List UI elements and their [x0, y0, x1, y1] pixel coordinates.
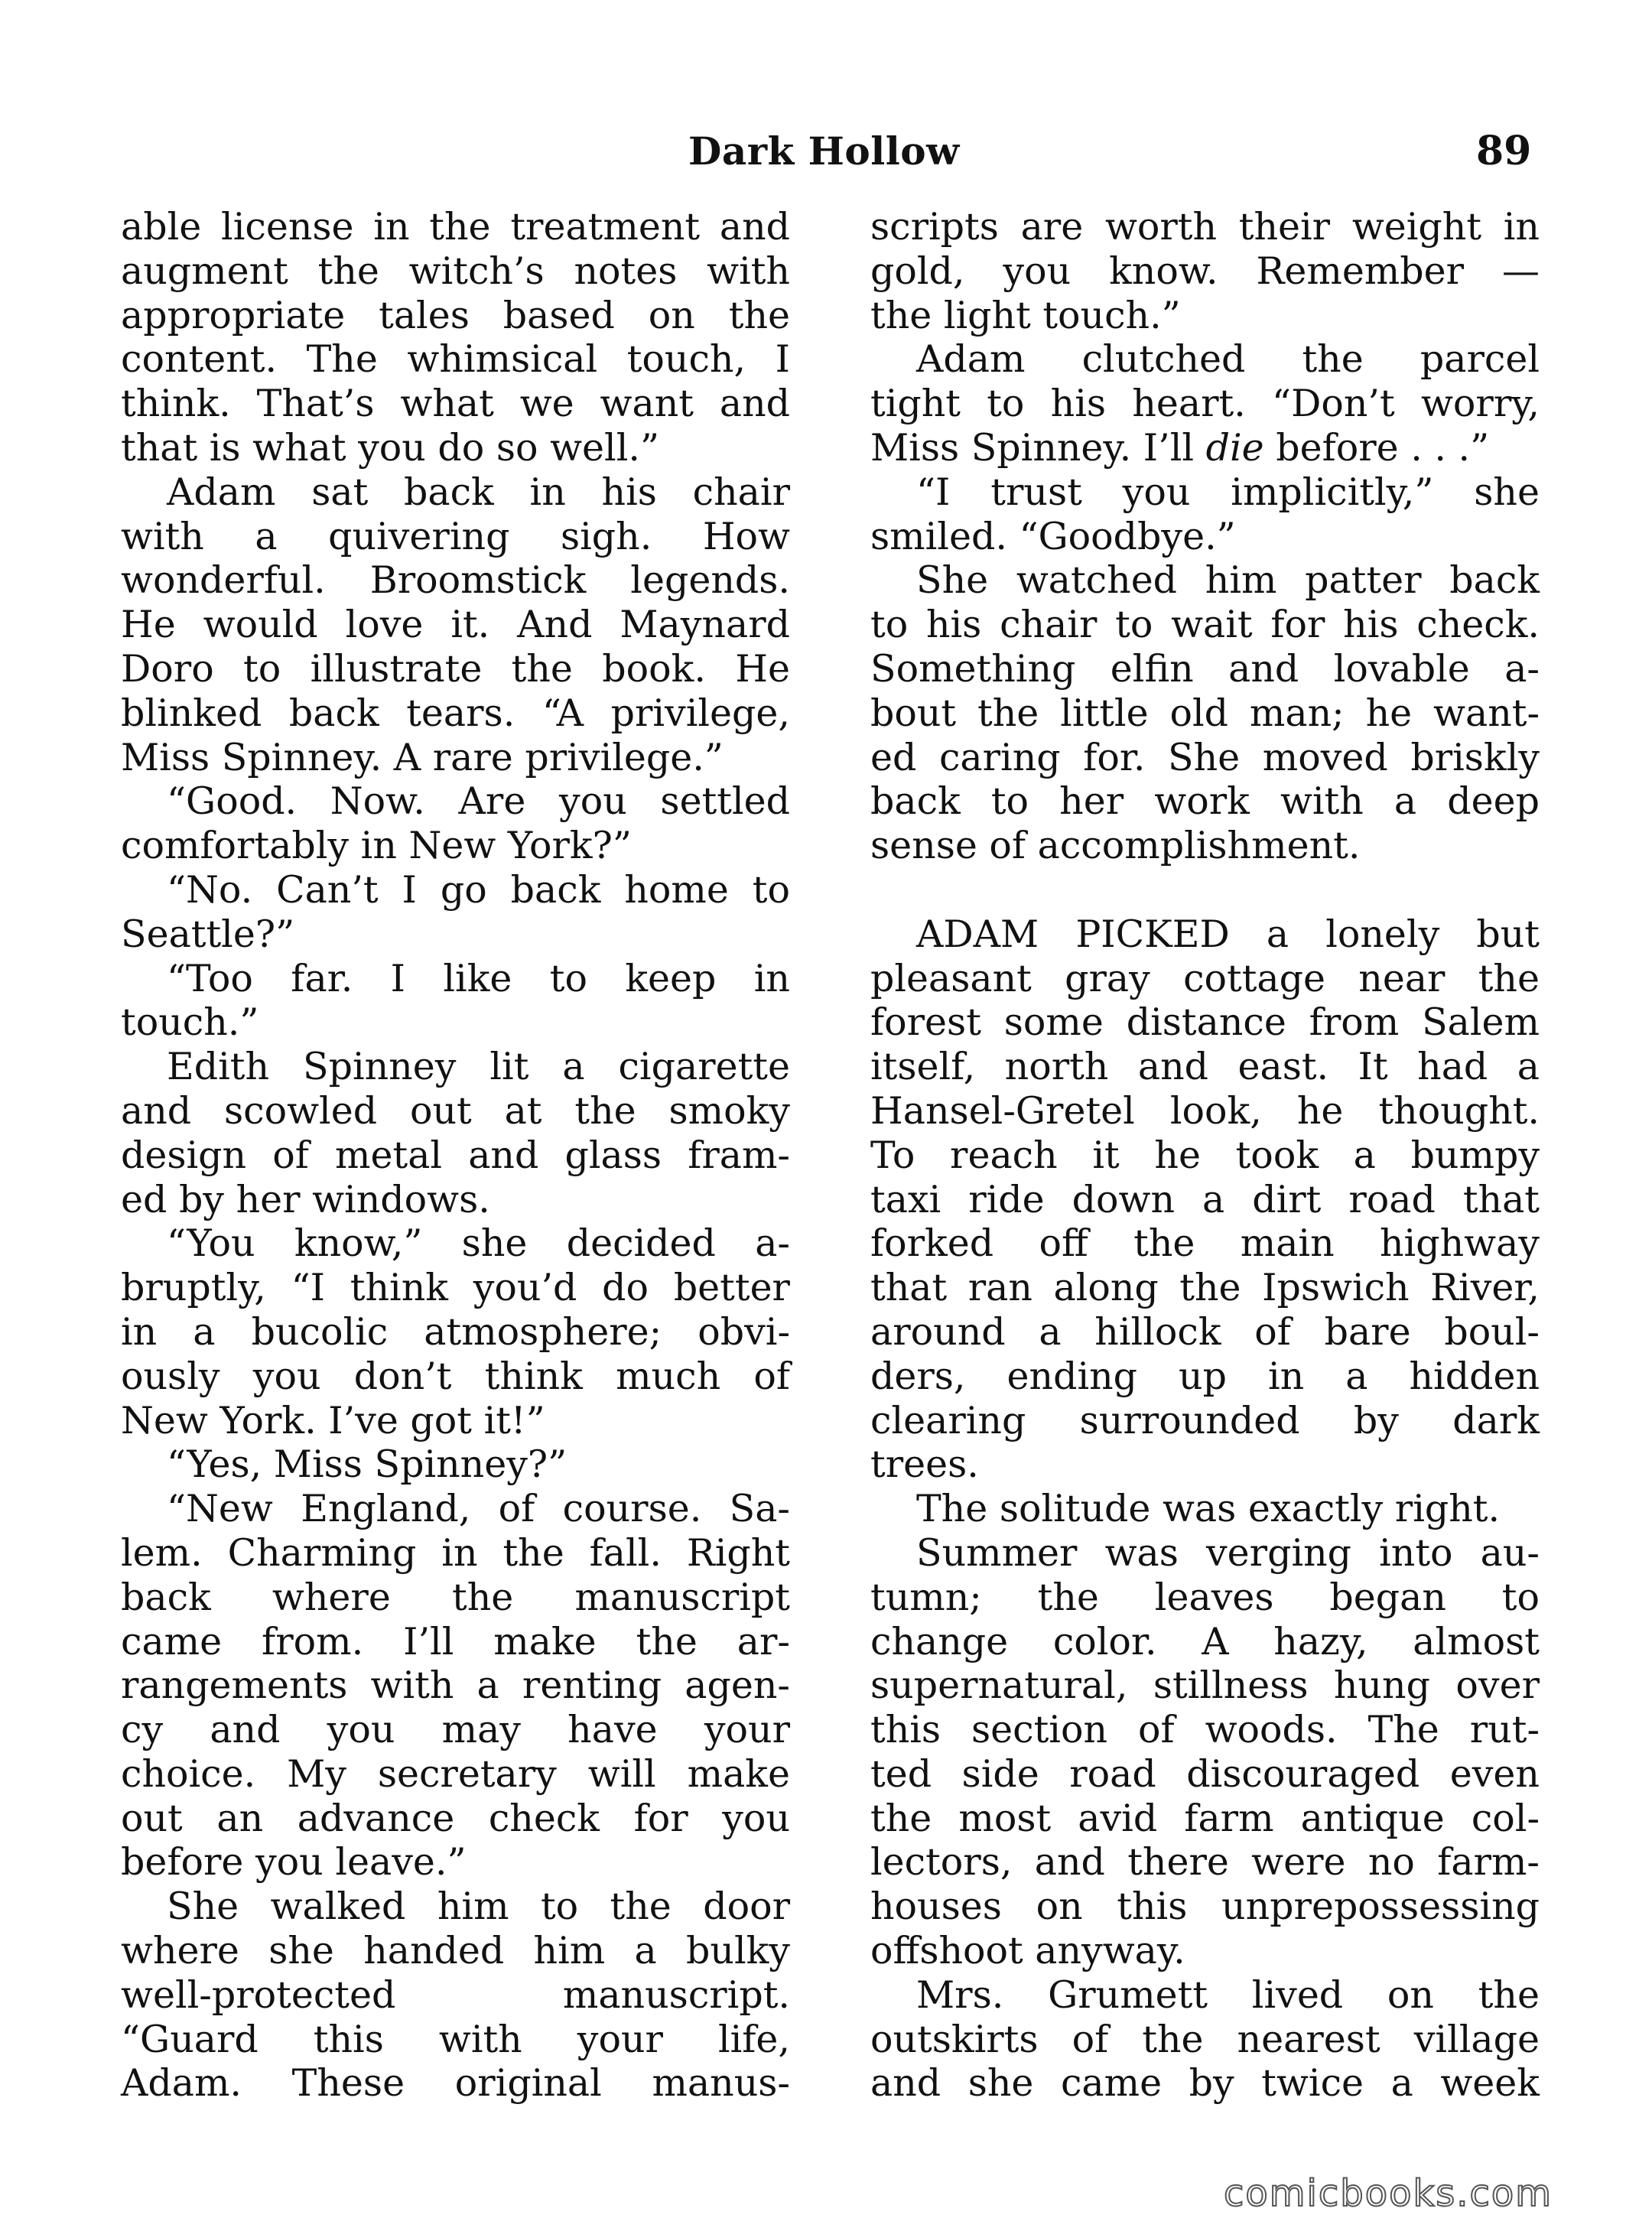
text-line: She walked him to the door: [167, 1885, 790, 1929]
text-line: wonderful. Broomstick legends.: [121, 558, 790, 603]
right-column: [870, 205, 1540, 2106]
text-line: “Yes, Miss Spinney?”: [167, 1442, 567, 1487]
text-line: ders, ending up in a hidden: [870, 1354, 1540, 1398]
text-line: appropriate tales based on the: [121, 293, 790, 337]
text-line: ed caring for. She moved briskly: [870, 735, 1540, 779]
text-line: houses on this unprepossessing: [870, 1885, 1540, 1929]
text-line: Adam sat back in his chair: [167, 470, 790, 514]
text-line: content. The whimsical touch, I: [121, 337, 790, 382]
text-line: out an advance check for you: [121, 1796, 790, 1840]
text-line: this section of woods. The rut-: [870, 1708, 1540, 1752]
text-line: bruptly, “I think you’d do better: [121, 1266, 790, 1310]
text-line: “I trust you implicitly,” she: [916, 470, 1540, 514]
text-line: that is what you do so well.”: [121, 425, 659, 470]
text-line: “New England, of course. Sa-: [167, 1487, 790, 1531]
text-line: ed by her windows.: [121, 1177, 490, 1221]
text-line: Adam clutched the parcel: [916, 337, 1540, 382]
text-line: To reach it he took a bumpy: [870, 1133, 1540, 1177]
text-line: offshoot anyway.: [870, 1929, 1185, 1973]
text-line: around a hillock of bare boul-: [870, 1309, 1540, 1354]
text-line: bout the little old man; he want-: [870, 691, 1540, 735]
running-title: Dark Hollow: [688, 128, 960, 174]
text-line: Edith Spinney lit a cigarette: [167, 1045, 790, 1089]
text-line: supernatural, stillness hung over: [870, 1664, 1540, 1708]
text-line: clearing surrounded by dark: [870, 1398, 1540, 1442]
text-line: well-protected manuscript.: [121, 1972, 790, 2017]
watermark: comicbooks.com: [1224, 2172, 1553, 2215]
text-line: Adam. These original manus-: [121, 2061, 790, 2106]
running-head: [0, 128, 1652, 182]
text-line: The solitude was exactly right.: [916, 1487, 1501, 1531]
text-line: “No. Can’t I go back home to: [167, 867, 790, 912]
text-line: ADAM PICKED a lonely but: [916, 912, 1540, 956]
text-line: tight to his heart. “Don’t worry,: [870, 382, 1540, 426]
text-line: outskirts of the nearest village: [870, 2017, 1540, 2061]
text-line: “Good. Now. Are you settled: [167, 779, 790, 824]
text-line: able license in the treatment and: [121, 205, 790, 249]
italic-word: die: [1205, 425, 1264, 470]
text-line-with-italic: [870, 426, 1540, 470]
text-line: forest some distance from Salem: [870, 1000, 1540, 1045]
text-line: to his chair to wait for his check.: [870, 603, 1540, 647]
text-segment: Miss Spinney. I’ll: [870, 425, 1195, 470]
text-line: the light touch.”: [870, 293, 1181, 337]
text-line: lectors, and there were no farm-: [870, 1840, 1540, 1885]
text-line: back to her work with a deep: [870, 779, 1540, 824]
left-column: [121, 205, 790, 2106]
text-segment: before . . .”: [1276, 425, 1490, 470]
text-line: gold, you know. Remember —: [870, 249, 1540, 293]
text-line: sense of accomplishment.: [870, 824, 1361, 868]
text-line: touch.”: [121, 1000, 259, 1045]
text-line: pleasant gray cottage near the: [870, 956, 1540, 1000]
text-line: in a bucolic atmosphere; obvi-: [121, 1309, 790, 1354]
text-line: Doro to illustrate the book. He: [121, 646, 790, 691]
text-line: smiled. “Goodbye.”: [870, 514, 1236, 558]
text-line: where she handed him a bulky: [121, 1929, 790, 1973]
text-line: taxi ride down a dirt road that: [870, 1177, 1540, 1221]
page-number: 89: [1476, 128, 1532, 174]
text-line: “Guard this with your life,: [121, 2017, 790, 2061]
text-line: “You know,” she decided a-: [167, 1221, 790, 1266]
section-break: [870, 868, 1540, 912]
text-line: blinked back tears. “A privilege,: [121, 691, 790, 735]
text-line: and scowled out at the smoky: [121, 1088, 790, 1133]
text-line: design of metal and glass fram-: [121, 1133, 790, 1177]
text-line: “Too far. I like to keep in: [167, 956, 790, 1000]
text-line: think. That’s what we want and: [121, 382, 790, 426]
text-line: rangements with a renting agen-: [121, 1664, 790, 1708]
text-line: comfortably in New York?”: [121, 824, 632, 868]
text-line: He would love it. And Maynard: [121, 603, 790, 647]
text-line: lem. Charming in the fall. Right: [121, 1530, 790, 1575]
text-line: the most avid farm antique col-: [870, 1796, 1540, 1840]
text-line: ted side road discouraged even: [870, 1751, 1540, 1796]
text-line: Mrs. Grumett lived on the: [916, 1972, 1540, 2017]
text-line: Miss Spinney. A rare privilege.”: [121, 735, 724, 779]
text-line: forked off the main highway: [870, 1221, 1540, 1266]
text-line: that ran along the Ipswich River,: [870, 1266, 1540, 1310]
text-line: Summer was verging into au-: [916, 1530, 1540, 1575]
text-line: ously you don’t think much of: [121, 1354, 790, 1398]
text-line: itself, north and east. It had a: [870, 1045, 1540, 1089]
text-line: tumn; the leaves began to: [870, 1575, 1540, 1619]
text-line: augment the witch’s notes with: [121, 249, 790, 293]
text-line: Something elfin and lovable a-: [870, 646, 1540, 691]
text-line: Seattle?”: [121, 912, 295, 956]
text-line: back where the manuscript: [121, 1575, 790, 1619]
text-line: came from. I’ll make the ar-: [121, 1619, 790, 1664]
text-line: She watched him patter back: [916, 558, 1540, 603]
text-line: trees.: [870, 1442, 979, 1487]
text-line: scripts are worth their weight in: [870, 205, 1540, 249]
text-line: with a quivering sigh. How: [121, 514, 790, 558]
text-line: cy and you may have your: [121, 1708, 790, 1752]
text-line: change color. A hazy, almost: [870, 1619, 1540, 1664]
text-line: choice. My secretary will make: [121, 1751, 790, 1796]
text-line: and she came by twice a week: [870, 2061, 1540, 2106]
text-line: Hansel-Gretel look, he thought.: [870, 1088, 1540, 1133]
text-line: New York. I’ve got it!”: [121, 1398, 545, 1442]
text-line: before you leave.”: [121, 1840, 467, 1885]
